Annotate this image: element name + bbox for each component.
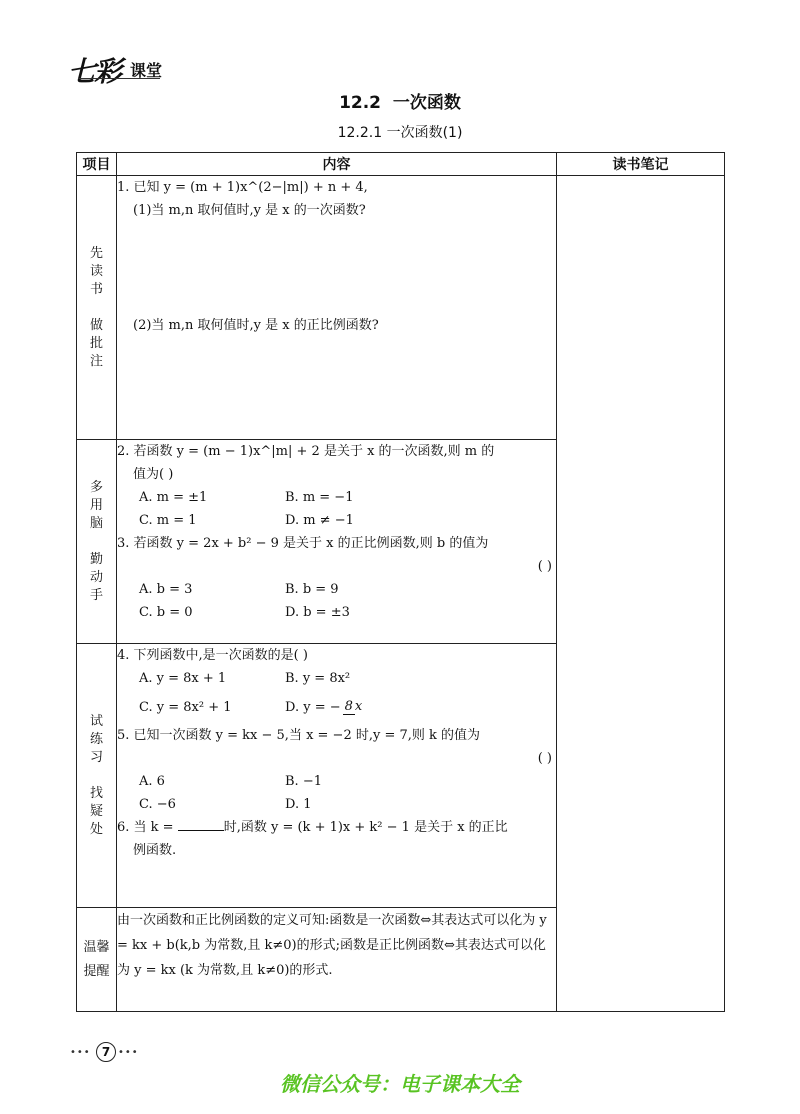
option-d[interactable]: D. b = ±3 [285,605,350,620]
option-a[interactable]: A. 6 [139,774,165,789]
question-6-start: 6. 当 k = [117,820,174,835]
answer-paren: ( ) [537,751,552,766]
worksheet-table [76,152,725,1012]
question-6-cont: 例函数. [133,843,177,858]
table-header-row [77,153,725,176]
fraction-numerator: 8 [344,698,353,714]
page-number: 7 [96,1042,116,1062]
section-content [117,440,557,644]
fraction [343,700,363,715]
section-subtitle: 12.2.1 一次函数(1) [337,125,463,141]
question-4: 4. 下列函数中,是一次函数的是( ) [117,648,308,663]
logo-text: 课堂 [130,61,163,80]
option-c[interactable]: C. b = 0 [139,605,193,620]
header-content: 内容 [117,153,557,176]
section-label-bottom: 找疑处 [89,785,103,837]
question-6-rest: 时,函数 y = (k + 1)x + k² − 1 是关于 x 的正比 [223,820,508,835]
answer-paren: ( ) [537,559,552,574]
logo-underline [78,78,160,79]
section-label-top: 温馨 [83,939,110,955]
options-row [117,770,556,793]
dots-right-icon: ••• [118,1047,139,1058]
options-row [117,578,556,601]
question-2-cont: 值为( ) [133,467,174,482]
section-label [77,440,117,644]
options-row [117,486,556,509]
options-row [117,601,556,624]
table-row [77,176,725,440]
page-number-badge [70,1042,140,1062]
option-d[interactable]: D. m ≠ −1 [285,513,354,528]
option-d-text: D. y = − [285,699,341,715]
option-d[interactable] [285,696,362,719]
option-b[interactable]: B. y = 8x² [285,671,351,686]
options-row [117,667,556,690]
options-row [117,509,556,532]
section-label [77,908,117,1012]
option-a[interactable]: A. b = 3 [139,582,193,597]
section-label-bottom: 勤动手 [89,551,103,603]
header-item: 项目 [77,153,117,176]
logo-mark: 七彩 [68,55,121,88]
question-6 [117,816,556,839]
section-content [117,176,557,440]
question-2: 2. 若函数 y = (m − 1)x^|m| + 2 是关于 x 的一次函数,则 m 的 [117,444,495,459]
option-a[interactable]: A. y = 8x + 1 [139,671,227,686]
question-1-part-1: (1)当 m,n 取何值时,y 是 x 的一次函数? [133,203,366,218]
option-c[interactable]: C. y = 8x² + 1 [139,699,232,715]
header-notes: 读书笔记 [557,153,725,176]
option-a[interactable]: A. m = ±1 [139,490,208,505]
section-label-bottom: 做批注 [89,317,103,369]
section-label [77,644,117,908]
option-c[interactable]: C. −6 [139,797,176,812]
section-label-top: 多用脑 [89,479,103,531]
option-b[interactable]: B. m = −1 [285,490,354,505]
reminder-text: 由一次函数和正比例函数的定义可知:函数是一次函数⇔其表达式可以化为 y = kx + b(k,b 为常数,且 k≠0)的形式;函数是正比例函数⇔其表达式可以化为 y = kx (k 为常数,且 k≠0)的形式. [117,908,557,1012]
section-label-top: 试练习 [89,713,103,765]
option-b[interactable]: B. b = 9 [285,582,339,597]
answer-blank[interactable] [178,816,224,831]
option-b[interactable]: B. −1 [285,774,322,789]
section-label-top: 先读书 [89,245,103,297]
options-row [117,793,556,816]
dots-left-icon: ••• [70,1047,91,1058]
footer-watermark: 微信公众号：电子课本大全 [280,1072,520,1096]
option-d[interactable]: D. 1 [285,797,312,812]
question-5: 5. 已知一次函数 y = kx − 5,当 x = −2 时,y = 7,则 k 的值为 [117,728,481,743]
option-c[interactable]: C. m = 1 [139,513,197,528]
question-3: 3. 若函数 y = 2x + b² − 9 是关于 x 的正比例函数,则 b 的值为 [117,536,489,551]
options-row [117,690,556,724]
section-label [77,176,117,440]
section-content [117,644,557,908]
question-1: 1. 已知 y = (m + 1)x^(2−|m|) + n + 4, [117,180,368,195]
section-label-bottom: 提醒 [83,963,110,979]
question-1-part-2: (2)当 m,n 取何值时,y 是 x 的正比例函数? [133,318,379,333]
notes-column[interactable] [557,176,725,1012]
fraction-denominator: x [354,698,363,714]
section-title: 12.2 一次函数 [339,93,461,113]
